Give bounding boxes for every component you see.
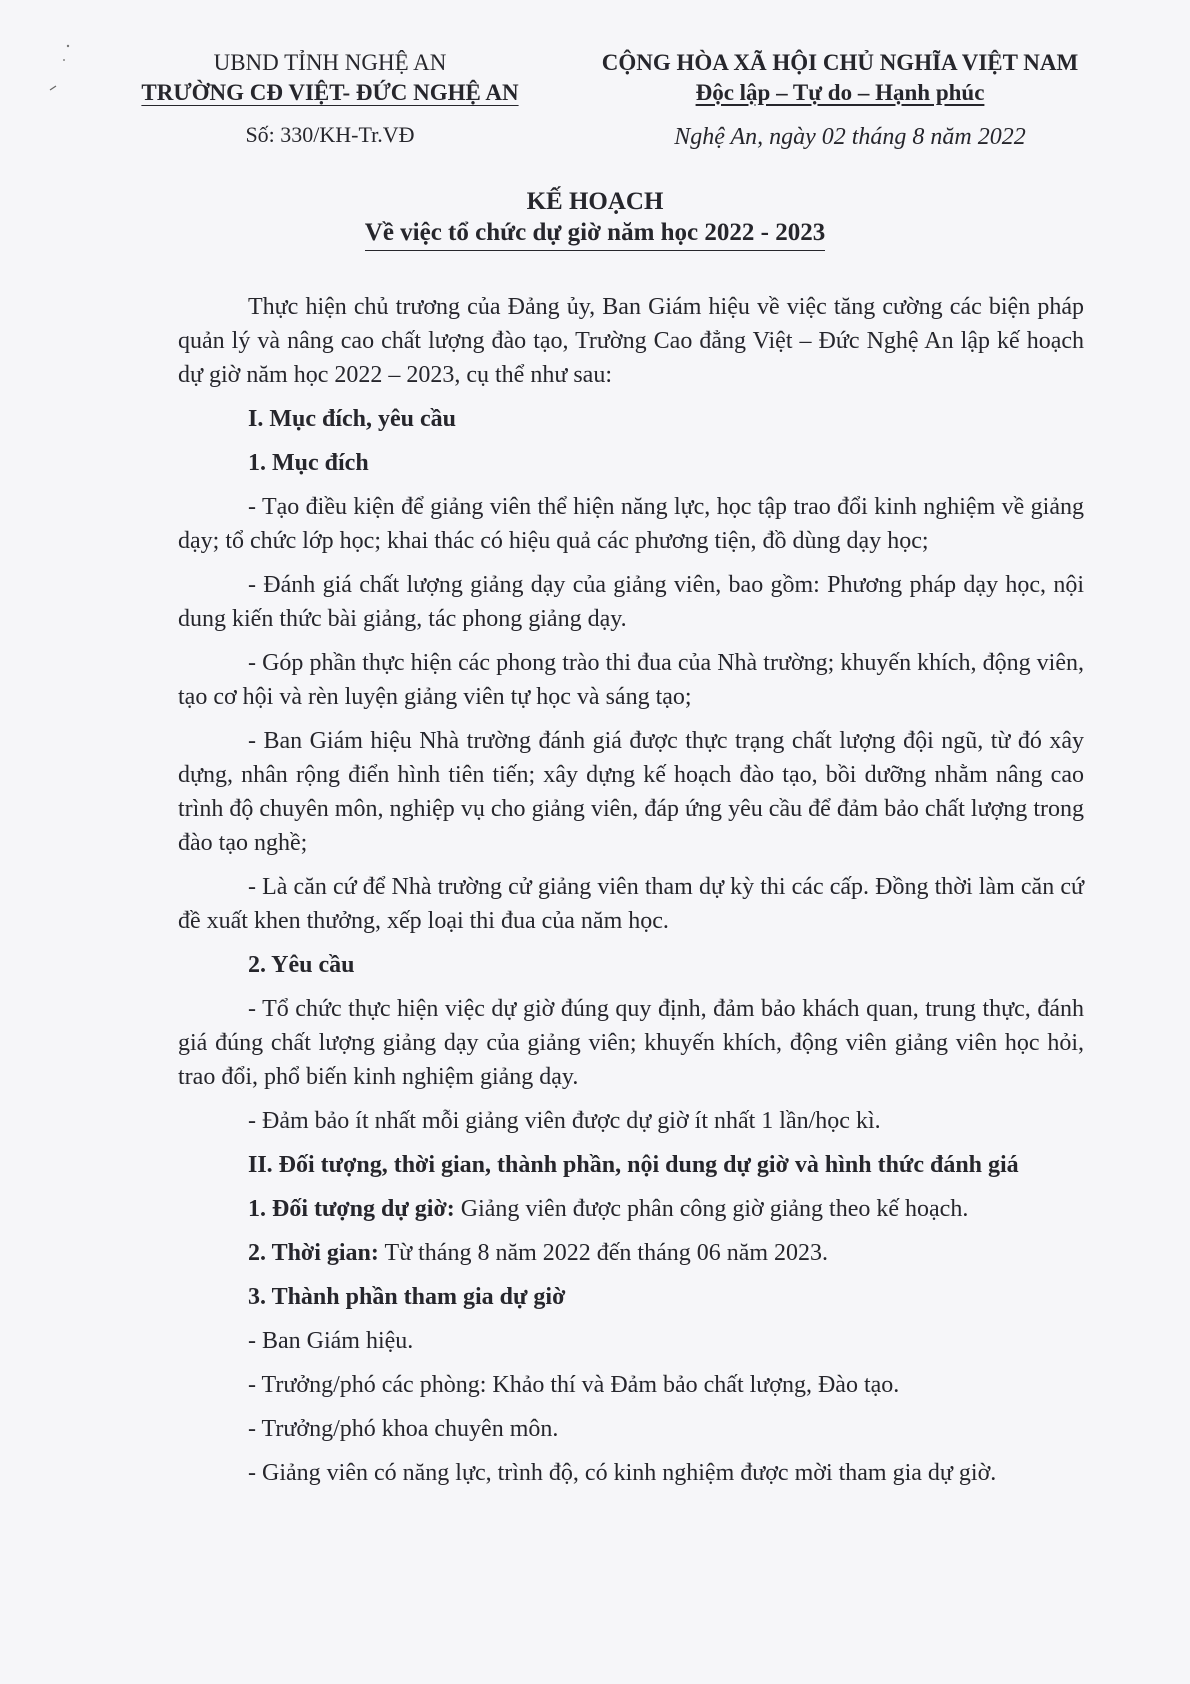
subsection-heading: 1. Mục đích (248, 450, 369, 476)
paragraph: - Đánh giá chất lượng giảng dạy của giảng viên, bao gồm: Phương pháp dạy học, nội dung kiến thức bài giảng, tác phong giảng dạy. (178, 572, 1084, 632)
national-motto: Độc lập – Tự do – Hạnh phúc (695, 80, 985, 105)
paragraph: - Ban Giám hiệu Nhà trường đánh giá được thực trạng chất lượng đội ngũ, từ đó xây dựng, nhân rộng điển hình tiên tiến; xây dựng kế hoạch đào tạo, bồi dưỡng nhằm nâng cao trình độ chuyên môn, nghiệp vụ cho giảng viên, đáp ứng yêu cầu để đảm bảo chất lượng trong đào tạo nghề; (178, 728, 1084, 856)
paragraph: - Tổ chức thực hiện việc dự giờ đúng quy định, đảm bảo khách quan, trung thực, đánh giá đúng chất lượng giảng dạy của giảng viên; khuyến khích, động viên giảng viên học hỏi, trao đổi, phổ biến kinh nghiệm giảng dạy. (178, 996, 1084, 1090)
scan-mark (40, 40, 80, 100)
value: Từ tháng 8 năm 2022 đến tháng 06 năm 2023. (378, 1240, 829, 1266)
document-body (178, 290, 1084, 1500)
title-main: KẾ HOẠCH (526, 188, 664, 215)
document-title (170, 186, 1020, 251)
paragraph: - Là căn cứ để Nhà trường cử giảng viên tham dự kỳ thi các cấp. Đồng thời làm căn cứ đề xuất khen thưởng, xếp loại thi đua của năm học. (178, 874, 1084, 934)
label: 1. Đối tượng dự giờ: (248, 1196, 455, 1222)
section-heading: I. Mục đích, yêu cầu (248, 406, 457, 432)
paragraph: - Tạo điều kiện để giảng viên thể hiện năng lực, học tập trao đổi kinh nghiệm về giảng dạy; tổ chức lớp học; khai thác có hiệu quả các phương tiện, đồ dùng dạy học; (178, 494, 1084, 554)
paragraph: - Đảm bảo ít nhất mỗi giảng viên được dự giờ ít nhất 1 lần/học kì. (248, 1108, 881, 1134)
subsection-heading: 2. Yêu cầu (248, 952, 355, 978)
paragraph: - Trưởng/phó khoa chuyên môn. (248, 1416, 559, 1442)
nation-name: CỘNG HÒA XÃ HỘI CHỦ NGHĨA VIỆT NAM (601, 50, 1079, 75)
document-number: Số: 330/KH-Tr.VĐ (245, 122, 415, 147)
paragraph (178, 1236, 1084, 1270)
intro-paragraph: Thực hiện chủ trương của Đảng ủy, Ban Giám hiệu về việc tăng cường các biện pháp quản lý và nâng cao chất lượng đào tạo, Trường Cao đẳng Việt – Đức Nghệ An lập kế hoạch dự giờ năm học 2022 – 2023, cụ thể như sau: (178, 294, 1084, 388)
label: 2. Thời gian: (248, 1240, 379, 1266)
issuing-org (120, 48, 540, 108)
paragraph: - Trưởng/phó các phòng: Khảo thí và Đảm bảo chất lượng, Đào tạo. (248, 1372, 900, 1398)
paragraph: - Góp phần thực hiện các phong trào thi đua của Nhà trường; khuyến khích, động viên, tạo cơ hội và rèn luyện giảng viên tự học và sáng tạo; (178, 650, 1084, 710)
paragraph (178, 1192, 1084, 1226)
org-line-2: TRƯỜNG CĐ VIỆT- ĐỨC NGHỆ AN (141, 80, 519, 105)
issue-date: Nghệ An, ngày 02 tháng 8 năm 2022 (674, 124, 1026, 150)
value: Giảng viên được phân công giờ giảng theo kế hoạch. (454, 1196, 969, 1222)
org-line-1: UBND TỈNH NGHỆ AN (213, 50, 447, 75)
national-header (580, 48, 1100, 108)
section-heading: II. Đối tượng, thời gian, thành phần, nội dung dự giờ và hình thức đánh giá (248, 1152, 1019, 1178)
title-sub: Về việc tổ chức dự giờ năm học 2022 - 2023 (365, 217, 825, 251)
paragraph: - Giảng viên có năng lực, trình độ, có kinh nghiệm được mời tham gia dự giờ. (248, 1460, 997, 1486)
paragraph: - Ban Giám hiệu. (248, 1328, 414, 1354)
subsection-heading: 3. Thành phần tham gia dự giờ (248, 1284, 566, 1310)
